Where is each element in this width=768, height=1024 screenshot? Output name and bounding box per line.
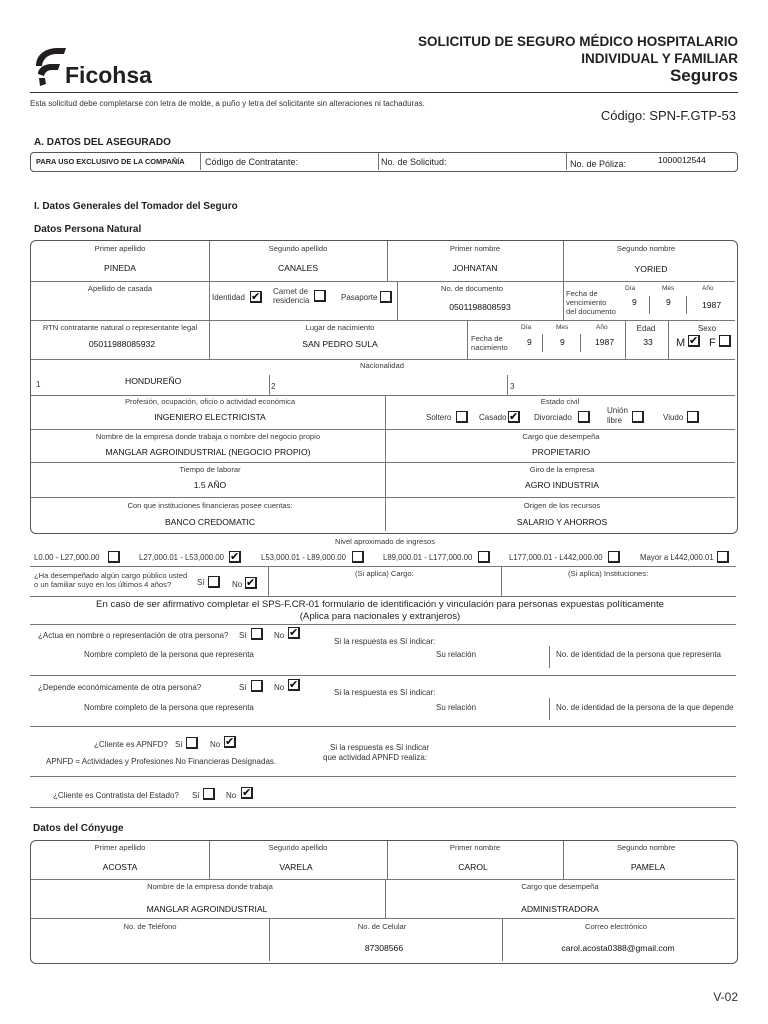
nac-ano-label: Año [596,324,608,331]
ingreso-5-checkbox[interactable] [608,551,620,563]
origen-label: Origen de los recursos [523,501,601,510]
divider [467,321,468,359]
soltero-checkbox[interactable] [456,411,468,423]
pep-si-checkbox[interactable] [208,576,220,588]
divider [649,296,650,314]
dep-identidad-label: No. de identidad de la persona de la que depende [556,703,734,712]
ingreso-2-label: L27,000.01 - L53,000.00 [139,553,224,562]
estado-no-label: No [226,791,237,800]
segundo-apellido-label: Segundo apellido [268,244,328,253]
brand-name: Ficohsa [65,62,152,88]
ingreso-6-label: Mayor a L442,000.01 [640,553,714,562]
divider [31,879,735,880]
edad-value[interactable]: 33 [643,337,653,347]
giro-value[interactable]: AGRO INDUSTRIA [524,480,600,490]
divider [30,566,736,567]
nacionalidad-2-num: 2 [271,382,276,391]
instituciones-value[interactable]: BANCO CREDOMATIC [164,517,256,527]
pep-note-2: (Aplica para nacionales y extranjeros) [299,611,461,622]
pep-si-label: Sí [197,578,205,587]
divider [268,567,269,596]
divider [209,841,210,879]
apnfd-definition: APNFD = Actividades y Profesiones No Financieras Designadas. [46,757,277,766]
divider [542,334,543,352]
company-use-label: PARA USO EXCLUSIVO DE LA COMPAÑÍA [36,157,185,166]
spouse-cargo-label: Cargo que desempeña [521,882,599,891]
rep-relacion-label: Su relación [436,650,477,659]
origen-value[interactable]: SALARIO Y AHORROS [516,517,608,527]
pasaporte-checkbox[interactable] [380,291,392,303]
carnet-label-2: residencia [273,296,310,305]
documento-value[interactable]: 0501198808593 [449,302,511,312]
divorciado-label: Divorciado [534,413,572,422]
lugar-value[interactable]: SAN PEDRO SULA [302,339,378,349]
venc-mes-label: Mes [662,285,675,292]
divider [580,334,581,352]
documento-label: No. de documento [440,284,504,293]
nacionalidad-3-num: 3 [510,382,515,391]
profesion-label: Profesión, ocupación, oficio o actividad económica [124,397,296,406]
rep-question: ¿Actua en nombre o representación de otra persona? [38,631,229,640]
apnfd-si-label: Sí [175,740,183,749]
cargo-value[interactable]: PROPIETARIO [531,447,591,457]
poliza-value[interactable]: 1000012544 [658,155,706,165]
spouse-cargo-value[interactable]: ADMINISTRADORA [521,904,599,914]
spouse-title: Datos del Cónyuge [33,823,124,834]
profesion-value[interactable]: INGENIERO ELECTRICISTA [154,412,266,422]
instituciones-label: Con que instituciones financieras posee cuentas: [127,501,293,510]
poliza-label: No. de Póliza: [570,159,627,169]
pep-question-2: o un familiar suyo en los últimos 4 años? [34,580,172,589]
dep-no-label: No [274,683,285,692]
primer-apellido-label: Primer apellido [94,244,146,253]
spouse-segundo-apellido-label: Segundo apellido [268,843,328,852]
divider [209,321,210,359]
rep-nombre-label: Nombre completo de la persona que representa [84,650,254,659]
spouse-celular-value[interactable]: 87308566 [364,943,404,953]
nac-ano-value[interactable]: 1987 [595,337,615,347]
divider [269,919,270,961]
tiempo-label: Tiempo de laborar [179,465,241,474]
spouse-primer-nombre-label: Primer nombre [449,843,501,852]
divider [549,698,550,720]
nac-dia-value[interactable]: 9 [527,337,532,347]
edad-label: Edad [636,324,656,333]
header-divider [30,92,738,93]
pasaporte-label: Pasaporte [341,293,378,302]
divider [31,918,735,919]
divider [200,153,201,170]
venc-label-1: Fecha de [566,289,598,298]
lugar-label: Lugar de nacimiento [305,323,375,332]
divider [209,282,210,320]
divider [387,841,388,879]
estado-si-checkbox[interactable] [203,788,215,800]
section-a-title: A. DATOS DEL ASEGURADO [34,137,171,148]
venc-ano-value[interactable]: 1987 [702,300,722,310]
identidad-checkbox[interactable]: ✔ [251,291,261,303]
section-1-subtitle: Datos Persona Natural [34,224,142,235]
nacionalidad-1-num: 1 [36,380,41,389]
nac-label-1: Fecha de [471,334,503,343]
nac-mes-label: Mes [556,324,569,331]
spouse-celular-label: No. de Celular [357,922,407,931]
ficohsa-logo [30,44,70,90]
solicitud-label: No. de Solicitud: [381,157,447,167]
divider [563,282,564,320]
spouse-empresa-label: Nombre de la empresa donde trabaja [147,882,273,891]
divider [209,241,210,281]
identidad-label: Identidad [212,293,245,302]
venc-ano-label: Año [702,285,714,292]
carnet-checkbox[interactable] [314,290,326,302]
primer-apellido-value[interactable]: PINEDA [104,263,136,273]
pep-cargo-label: (Si aplica) Cargo: [355,569,414,578]
apnfd-question: ¿Cliente es APNFD? [94,740,168,749]
primer-nombre-value[interactable]: JOHNATAN [452,263,498,273]
primer-nombre-label: Primer nombre [449,244,501,253]
cargo-label: Cargo que desempeña [522,432,600,441]
rep-si-label: Sí [239,631,247,640]
divider [625,321,626,359]
empresa-value[interactable]: MANGLAR AGROINDUSTRIAL (NEGOCIO PROPIO) [105,447,311,457]
divider [30,807,736,808]
segundo-nombre-label: Segundo nombre [616,244,676,253]
spouse-primer-apellido-value[interactable]: ACOSTA [102,862,138,872]
form-title-line2: INDIVIDUAL Y FAMILIAR [581,51,738,66]
divider [30,596,736,597]
divider [563,241,564,281]
spouse-correo-label: Correo electrónico [584,922,648,931]
divider [385,880,386,918]
apnfd-resp-2: que actividad APNFD realiza: [323,753,428,762]
divider [385,396,386,531]
divorciado-checkbox[interactable] [578,411,590,423]
union-label-1: Unión [607,406,628,415]
empresa-label: Nombre de la empresa donde trabaja o nombre del negocio propio [95,432,321,441]
divider [387,241,388,281]
spouse-empresa-value[interactable]: MANGLAR AGROINDUSTRIAL [146,904,268,914]
divider [378,153,379,170]
rep-resp-label: Si la respuesta es Sí indicar: [334,637,436,646]
dep-nombre-label: Nombre completo de la persona que representa [84,703,254,712]
nac-mes-value[interactable]: 9 [560,337,565,347]
viudo-checkbox[interactable] [687,411,699,423]
apnfd-si-checkbox[interactable] [186,737,198,749]
sexo-m-checkbox[interactable]: ✔ [689,335,699,347]
venc-mes-value[interactable]: 9 [666,297,671,307]
divider [566,153,567,170]
rtn-value[interactable]: 05011988085932 [88,339,156,349]
dep-si-checkbox[interactable] [251,680,263,692]
spouse-primer-apellido-label: Primer apellido [94,843,146,852]
spouse-telefono-label: No. de Teléfono [123,922,177,931]
casada-label: Apellido de casada [87,284,153,293]
divider [30,624,736,625]
divider [397,282,398,320]
nac-label-2: nacimiento [471,343,508,352]
sexo-m-label: M [676,337,686,349]
dep-no-checkbox[interactable]: ✔ [289,679,299,691]
ingreso-1-label: L0.00 - L27,000.00 [34,553,100,562]
union-label-2: libre [607,416,623,425]
venc-dia-value[interactable]: 9 [632,297,637,307]
segundo-apellido-value[interactable]: CANALES [277,263,319,273]
ingreso-2-checkbox[interactable]: ✔ [230,551,240,563]
spouse-correo-value[interactable]: carol.acosta0388@gmail.com [561,943,675,953]
divider [31,320,735,321]
divider [668,321,669,359]
divider [31,281,735,282]
carnet-label-1: Carnet de [273,287,309,296]
spouse-segundo-nombre-value[interactable]: PAMELA [630,862,666,872]
viudo-label: Viudo [663,413,684,422]
contratante-label: Código de Contratante: [205,157,299,167]
rep-si-checkbox[interactable] [251,628,263,640]
divider [30,726,736,727]
estado-no-checkbox[interactable]: ✔ [242,787,252,799]
nac-dia-label: Día [521,324,532,331]
nacionalidad-1-value[interactable]: HONDUREÑO [125,376,182,386]
divider [563,841,564,879]
dep-question: ¿Depende económicamente de otra persona? [38,683,202,692]
dep-resp-label: Si la respuesta es Sí indicar: [334,688,436,697]
ingreso-3-label: L53,000.01 - L89,000.00 [261,553,346,562]
divider [502,919,503,961]
venc-dia-label: Día [625,285,636,292]
ficohsa-logo-icon [30,44,70,90]
soltero-label: Soltero [426,413,452,422]
rep-no-label: No [274,631,285,640]
dep-si-label: Sí [239,683,247,692]
apnfd-resp-1: Si la respuesta es Sí indicar [330,743,430,752]
rtn-label: RTN contratante natural o representante legal [42,323,198,332]
venc-label-2: vencimiento [566,298,607,307]
divider [686,296,687,314]
ingreso-1-checkbox[interactable] [108,551,120,563]
union-checkbox[interactable] [632,411,644,423]
pep-no-checkbox[interactable]: ✔ [246,577,256,589]
form-code: Código: SPN-F.GTP-53 [600,108,736,123]
form-title-line1: SOLICITUD DE SEGURO MÉDICO HOSPITALARIO [417,34,738,49]
tiempo-value[interactable]: 1.5 AÑO [193,480,227,490]
sexo-f-label: F [709,337,716,349]
giro-label: Giro de la empresa [529,465,595,474]
pep-question-1: ¿Ha desempeñado algún cargo público usted [34,571,188,580]
casado-label: Casado [479,413,507,422]
divider [31,359,735,360]
dep-relacion-label: Su relación [436,703,477,712]
apnfd-no-label: No [210,740,221,749]
spouse-segundo-apellido-value[interactable]: VARELA [279,862,313,872]
casado-checkbox[interactable]: ✔ [509,411,519,423]
estado-si-label: Sí [192,791,200,800]
estado-civil-label: Estado civil [540,397,580,406]
rep-no-checkbox[interactable]: ✔ [289,627,299,639]
ingreso-6-checkbox[interactable] [717,551,729,563]
pep-instituciones-label: (Si aplica) Instituciones: [568,569,649,578]
pep-no-label: No [232,580,243,589]
divider [31,497,735,498]
spouse-segundo-nombre-label: Segundo nombre [616,843,676,852]
nacionalidad-label: Nacionalidad [360,361,404,370]
form-title-line3: Seguros [669,66,738,85]
divider [549,646,550,668]
divider [30,675,736,676]
section-1-title: I. Datos Generales del Tomador del Seguro [34,201,238,212]
divider [31,395,735,396]
venc-label-3: del documento [566,307,616,316]
version-label: V-02 [713,990,738,1004]
divider [31,462,735,463]
divider [30,776,736,777]
instruction-text: Esta solicitud debe completarse con letra de molde, a puño y letra del solicitante sin alteraciones ni tachaduras. [30,99,425,108]
divider [269,375,270,395]
divider [501,567,502,596]
apnfd-no-checkbox[interactable]: ✔ [225,736,235,748]
segundo-nombre-value[interactable]: YORIED [634,264,668,274]
ingreso-3-checkbox[interactable] [352,551,364,563]
pep-note-1: En caso de ser afirmativo completar el SPS-F.CR-01 formulario de identificación y vinculación para personas expuestas políticamente [96,599,664,610]
ingreso-4-label: L89,000.01 - L177,000.00 [383,553,473,562]
ingreso-5-label: L177,000.01 - L442,000.00 [509,553,603,562]
rep-identidad-label: No. de identidad de la persona que representa [556,650,722,659]
sexo-label: Sexo [697,324,717,333]
ingresos-label: Nivel aproximado de ingresos [334,537,436,546]
spouse-primer-nombre-value[interactable]: CAROL [458,862,488,872]
divider [507,375,508,395]
estado-question: ¿Cliente es Contratista del Estado? [53,791,179,800]
divider [31,429,735,430]
sexo-f-checkbox[interactable] [719,335,731,347]
ingreso-4-checkbox[interactable] [478,551,490,563]
